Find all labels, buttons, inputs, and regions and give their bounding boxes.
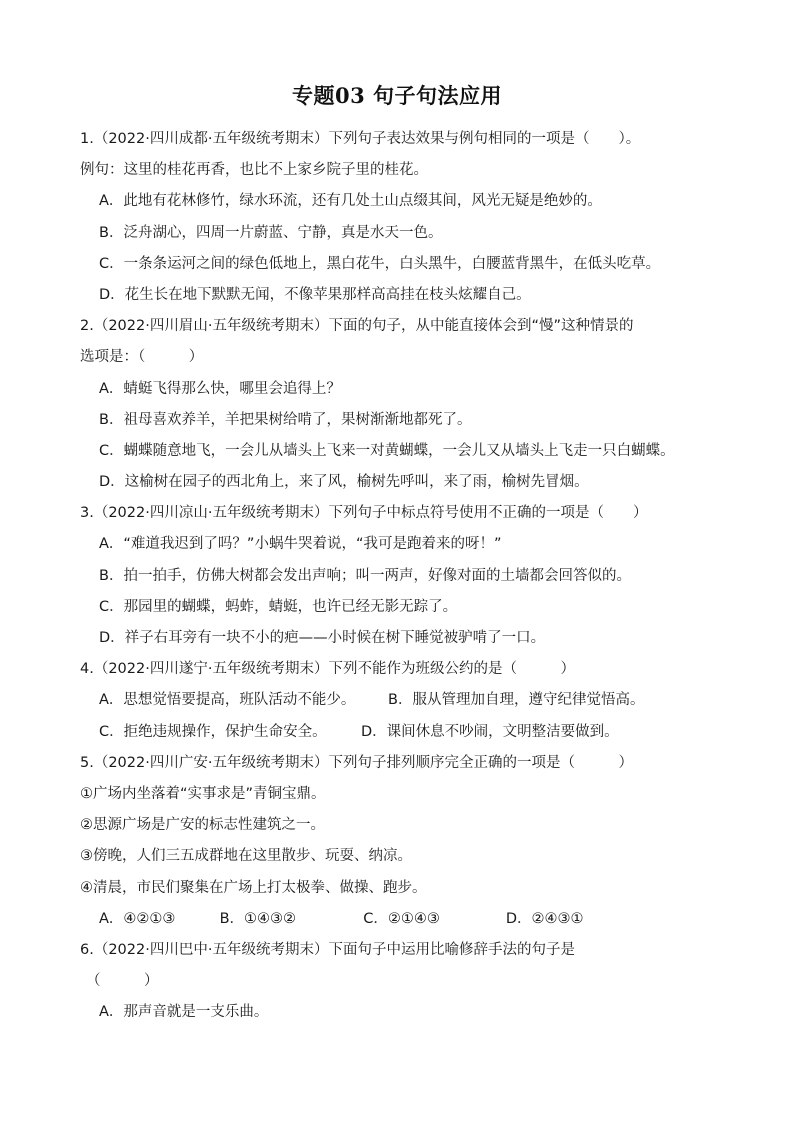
question-4-option-c: C．拒绝违规操作，保护生命安全。: [99, 723, 327, 740]
question-1-option-b: B．泛舟湖心，四周一片蔚蓝、宁静，真是水天一色。: [99, 224, 443, 241]
question-6-answer-blank: （ ）: [86, 973, 159, 990]
question-2-stem-continued: 选项是：（ ）: [80, 349, 204, 366]
question-3-option-a: A．“难道我迟到了吗？”小蜗牛哭着说，“我可是跑着来的呀！”: [99, 536, 502, 553]
question-1-option-c: C．一条条运河之间的绿色低地上，黑白花牛，白头黑牛，白腰蓝背黑牛，在低头吃草。: [99, 255, 661, 272]
question-4-option-b: B．服从管理加自理，遵守纪律觉悟高。: [388, 692, 645, 709]
question-5-sentence-4: ④清晨，市民们聚集在广场上打太极拳、做操、跑步。: [80, 879, 427, 896]
question-3-stem: 3.（2022·四川凉山·五年级统考期末）下列句子中标点符号使用不正确的一项是（ ）: [80, 505, 648, 522]
question-5-option-a: A．④②①③: [99, 910, 176, 927]
question-5-options: [80, 904, 740, 935]
question-5-sentence-2: ②思源广场是广安的标志性建筑之一。: [80, 817, 325, 834]
question-2-stem: 2.（2022·四川眉山·五年级统考期末）下面的句子，从中能直接体会到“慢”这种情景的: [80, 318, 634, 335]
question-4-option-d: D．课间休息不吵闹，文明整洁要做到。: [361, 723, 619, 740]
question-4-options-row-2: [80, 717, 740, 748]
question-6-option-a: A．那声音就是一支乐曲。: [99, 1004, 269, 1021]
question-2-option-c: C．蝴蝶随意地飞，一会儿从墙头上飞来一对黄蝴蝶，一会儿又从墙头上飞走一只白蝴蝶。: [99, 442, 675, 459]
question-5-option-b: B．①④③②: [219, 910, 297, 927]
question-4-stem: 4.（2022·四川遂宁·五年级统考期末）下列不能作为班级公约的是（ ）: [80, 661, 575, 678]
question-3-option-d: D．祥子右耳旁有一块不小的疤——小时候在树下睡觉被驴啃了一口。: [99, 630, 546, 646]
question-5-sentence-3: ③傍晚，人们三五成群地在这里散步、玩耍、纳凉。: [80, 848, 412, 865]
question-2-option-a: A．蜻蜓飞得那么快，哪里会追得上？: [99, 380, 341, 397]
page-title: 专题03 句子句法应用: [291, 83, 503, 108]
question-1-option-d: D．花生长在地下默默无闻，不像苹果那样高高挂在枝头炫耀自己。: [99, 286, 531, 303]
question-5-option-c: C．②①④③: [363, 910, 440, 927]
question-1-option-a: A．此地有花林修竹，绿水环流，还有几处土山点缀其间，风光无疑是绝妙的。: [99, 193, 602, 210]
question-4-options-row-1: [80, 685, 740, 716]
question-1-example: 例句：这里的桂花再香，也比不上家乡院子里的桂花。: [80, 162, 428, 179]
question-5-option-d: D．②④③①: [505, 910, 584, 927]
question-2-option-b: B．祖母喜欢养羊，羊把果树给啃了，果树渐渐地都死了。: [99, 411, 472, 428]
question-3-option-b: B．拍一拍手，仿佛大树都会发出声响；叫一两声，好像对面的土墙都会回答似的。: [99, 567, 631, 584]
question-2-option-d: D．这榆树在园子的西北角上，来了风，榆树先呼叫，来了雨，榆树先冒烟。: [99, 474, 589, 491]
question-list: [80, 124, 740, 1028]
question-5-sentence-1: ①广场内坐落着“实事求是”青铜宝鼎。: [80, 785, 326, 802]
question-6-stem: 6.（2022·四川巴中·五年级统考期末）下面句子中运用比喻修辞手法的句子是: [80, 941, 575, 958]
question-5-stem: 5.（2022·四川广安·五年级统考期末）下列句子排列顺序完全正确的一项是（ ）: [80, 754, 633, 771]
question-4-option-a: A．思想觉悟要提高，班队活动不能少。: [99, 692, 356, 709]
question-3-option-c: C．那园里的蝴蝶，蚂蚱，蜻蜓，也许已经无影无踪了。: [99, 598, 458, 615]
question-1-stem: 1.（2022·四川成都·五年级统考期末）下列句子表达效果与例句相同的一项是（ ）。: [80, 131, 641, 147]
